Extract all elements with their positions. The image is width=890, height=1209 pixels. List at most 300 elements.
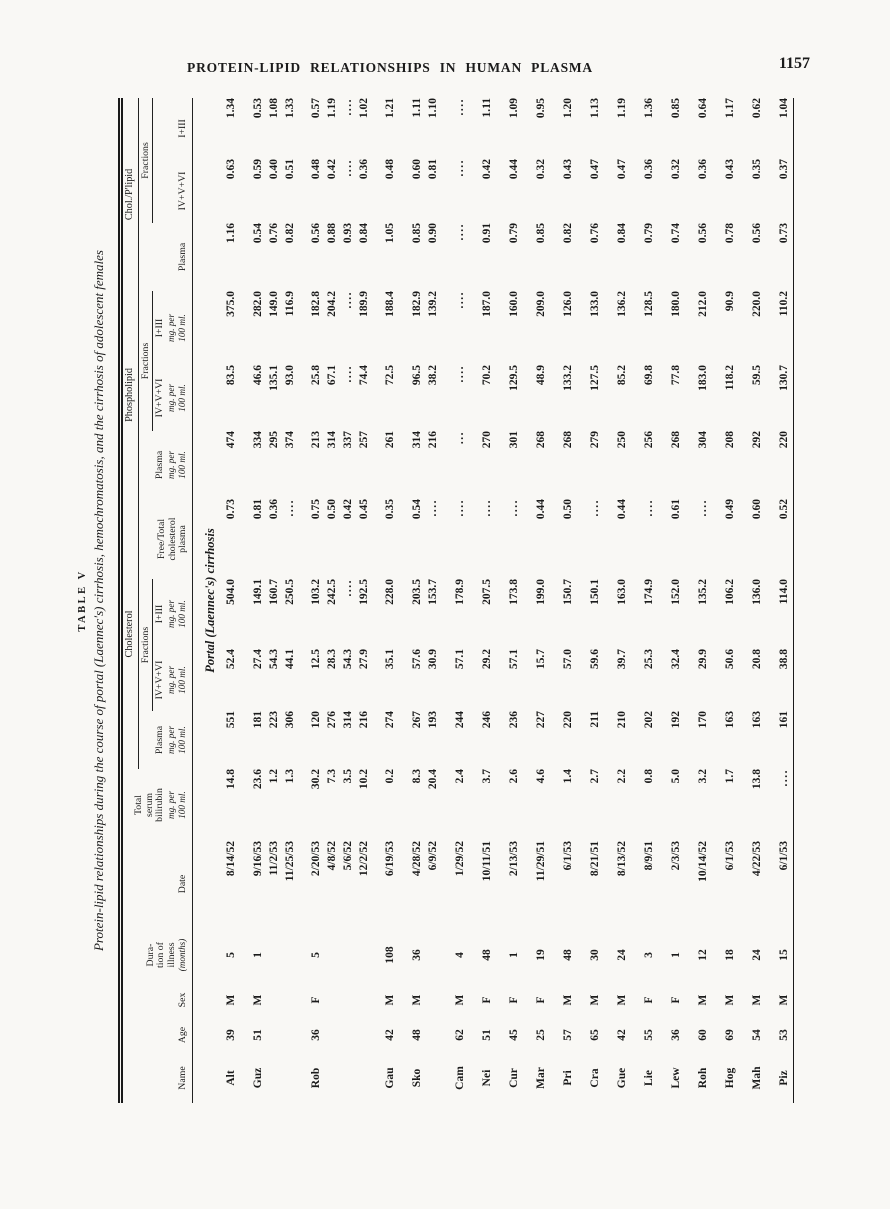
cell-ratio_iv_v_vi: 0.32 — [669, 158, 682, 180]
table-row — [399, 98, 426, 1103]
cell-free_total: 0.49 — [723, 498, 736, 520]
cell-phos_plasma: 220 — [777, 430, 790, 449]
cell-chol_i_iii: 173.8 — [507, 579, 520, 605]
patient-sex: M — [588, 994, 601, 1006]
cell-phos_i_iii: 90.9 — [723, 290, 736, 312]
patient-sex: F — [642, 996, 655, 1004]
cell-ratio_i_iii: .... — [453, 97, 466, 116]
patient-name: Lie — [642, 1070, 655, 1086]
cell-phos_iv_v_vi: 118.2 — [723, 364, 736, 391]
cell-chol_i_iii: 178.9 — [453, 579, 466, 605]
cell-chol_plasma: 220 — [561, 711, 574, 729]
cell-date: 4/8/52 — [326, 841, 339, 871]
cell-ratio_iv_v_vi: 0.36 — [696, 158, 709, 180]
cell-date: 6/19/53 — [384, 841, 397, 877]
cell-bilirubin: 2.7 — [588, 769, 601, 784]
table-row — [766, 98, 794, 1103]
cell-bilirubin: 3.7 — [480, 769, 493, 784]
cell-ratio_iv_v_vi: 0.63 — [225, 158, 238, 180]
cell-phos_iv_v_vi: 93.0 — [283, 364, 296, 386]
cell-ratio_plasma: 0.78 — [723, 222, 736, 244]
col-header-name: Name — [121, 1053, 193, 1103]
cell-chol_iv_v_vi: 32.4 — [669, 649, 682, 670]
table-row — [298, 98, 325, 1103]
illness-duration: 18 — [723, 949, 736, 961]
cell-chol_i_iii: 152.0 — [669, 579, 682, 605]
table-row — [739, 98, 766, 1103]
cell-ratio_plasma: 0.84 — [357, 222, 370, 244]
cell-ratio_plasma: 0.79 — [507, 222, 520, 244]
free-total-line: Free/Total — [156, 518, 167, 560]
units: 100 ml. — [177, 600, 187, 628]
cell-chol_iv_v_vi: 44.1 — [283, 649, 296, 670]
cell-chol_iv_v_vi: 30.9 — [427, 649, 440, 670]
table-row — [372, 98, 399, 1103]
cell-chol_i_iii: 228.0 — [384, 579, 397, 605]
cell-chol_iv_v_vi: 35.1 — [384, 649, 397, 670]
cell-ratio_iv_v_vi: 0.36 — [357, 158, 370, 180]
units: 100 ml. — [177, 314, 187, 342]
cell-ratio_i_iii: 0.95 — [534, 97, 547, 119]
cell-phos_plasma: 304 — [696, 430, 709, 449]
col-header-ratio-f1: IV+V+VI — [153, 159, 193, 223]
cell-free_total: .... — [588, 498, 601, 517]
cell-chol_iv_v_vi: 15.7 — [534, 649, 547, 670]
col-header-chol-f1 — [153, 649, 193, 711]
cell-chol_plasma: 223 — [268, 711, 281, 729]
patient-age: 48 — [411, 1029, 424, 1041]
cell-chol_plasma: 236 — [507, 711, 520, 729]
cell-ratio_plasma: 0.73 — [777, 222, 790, 244]
cell-ratio_i_iii: 1.21 — [384, 97, 397, 119]
cell-phos_plasma: 270 — [480, 430, 493, 449]
cell-phos_iv_v_vi: 129.5 — [507, 364, 520, 391]
cell-chol_iv_v_vi: 39.7 — [615, 649, 628, 670]
cell-ratio_iv_v_vi: 0.35 — [750, 158, 763, 180]
cell-free_total: 0.52 — [777, 498, 790, 520]
cell-phos_iv_v_vi: 135.1 — [268, 364, 281, 391]
cell-phos_iv_v_vi: 25.8 — [310, 364, 323, 386]
cell-chol_plasma: 216 — [357, 711, 370, 729]
cell-chol_plasma: 210 — [615, 711, 628, 729]
table-row — [496, 98, 523, 1103]
cell-ratio_iv_v_vi: 0.42 — [480, 158, 493, 180]
cell-phos_plasma: 268 — [669, 430, 682, 449]
cell-free_total: 0.45 — [357, 498, 370, 520]
cell-chol_i_iii: .... — [342, 579, 355, 597]
cell-free_total: 0.42 — [342, 498, 355, 520]
units: 100 ml. — [177, 384, 187, 412]
cell-ratio_i_iii: 1.20 — [561, 97, 574, 119]
cell-chol_iv_v_vi: 12.5 — [310, 649, 323, 670]
cell-phos_iv_v_vi: 77.8 — [669, 364, 682, 386]
cell-ratio_i_iii: 0.85 — [669, 97, 682, 119]
cell-ratio_iv_v_vi: 0.47 — [588, 158, 601, 180]
cell-ratio_plasma: 0.76 — [588, 222, 601, 244]
cell-ratio_i_iii: 1.11 — [480, 97, 493, 118]
cell-free_total: 0.44 — [615, 498, 628, 520]
col-header-ratio-f2: I+III — [153, 98, 193, 159]
cell-ratio_plasma: 0.88 — [326, 222, 339, 244]
cell-phos_i_iii: 212.0 — [696, 290, 709, 317]
cell-chol_plasma: 181 — [252, 711, 265, 729]
cell-phos_plasma: 268 — [534, 430, 547, 449]
cell-bilirubin: 30.2 — [310, 769, 323, 790]
cell-ratio_i_iii: 0.57 — [310, 97, 323, 119]
cell-phos_i_iii: 282.0 — [252, 290, 265, 317]
patient-age: 65 — [588, 1029, 601, 1041]
patient-age: 42 — [384, 1029, 397, 1041]
cell-chol_i_iii: 203.5 — [411, 579, 424, 605]
cell-chol_i_iii: 242.5 — [326, 579, 339, 605]
col-header-free-total — [138, 499, 192, 579]
cell-chol_i_iii: 192.5 — [357, 579, 370, 605]
cell-phos_i_iii: 126.0 — [561, 290, 574, 317]
cell-ratio_plasma: 0.54 — [252, 222, 265, 244]
units: mg. per — [165, 313, 176, 342]
cell-chol_i_iii: 153.7 — [427, 579, 440, 605]
patient-name: Roh — [696, 1067, 709, 1089]
cell-date: 5/6/52 — [342, 841, 355, 871]
patient-sex: F — [669, 996, 682, 1004]
cell-phos_iv_v_vi: 48.9 — [534, 364, 547, 386]
units: 100 ml. — [177, 726, 187, 754]
cell-chol_iv_v_vi: 29.9 — [696, 649, 709, 670]
cell-free_total: 0.60 — [750, 498, 763, 520]
bilirubin-units: mg. per — [165, 790, 176, 820]
cell-phos_plasma: 314 — [411, 430, 424, 449]
cell-chol_i_iii: 149.1 — [252, 579, 265, 605]
cell-ratio_i_iii: 1.09 — [507, 97, 520, 119]
group-header-phospholipid: Phospholipid — [121, 291, 139, 499]
patient-name: Mar — [534, 1067, 547, 1089]
patient-name: Sko — [411, 1068, 424, 1088]
cell-chol_i_iii: 106.2 — [723, 579, 736, 605]
patient-sex: F — [310, 996, 323, 1004]
cell-chol_iv_v_vi: 50.6 — [723, 649, 736, 670]
patient-sex: M — [453, 994, 466, 1006]
cell-ratio_i_iii: 0.62 — [750, 97, 763, 119]
patient-age: 60 — [696, 1029, 709, 1041]
patient-sex: M — [696, 994, 709, 1006]
cell-ratio_plasma: 1.16 — [225, 222, 238, 244]
cell-ratio_plasma: 0.56 — [696, 222, 709, 244]
illness-duration: 12 — [696, 949, 709, 961]
cell-chol_plasma: 161 — [777, 711, 790, 729]
patient-name: Alt — [225, 1070, 238, 1086]
col-header-sex: Sex — [121, 983, 193, 1017]
table-header — [121, 98, 193, 1103]
cell-ratio_plasma: 1.05 — [384, 222, 397, 244]
patient-sex: F — [480, 996, 493, 1004]
cell-phos_iv_v_vi: 127.5 — [588, 364, 601, 391]
table-row — [631, 98, 658, 1103]
cell-chol_iv_v_vi: 28.3 — [326, 649, 339, 670]
cell-chol_iv_v_vi: 20.8 — [750, 649, 763, 670]
cell-phos_i_iii: 209.0 — [534, 290, 547, 317]
units: 100 ml. — [177, 451, 187, 479]
cell-phos_iv_v_vi: 46.6 — [252, 364, 265, 386]
cell-phos_plasma: 295 — [268, 430, 281, 449]
patient-age: 51 — [480, 1029, 493, 1041]
patient-age: 39 — [225, 1029, 238, 1041]
cell-ratio_plasma: 0.85 — [534, 222, 547, 244]
cell-phos_i_iii: 180.0 — [669, 290, 682, 317]
cell-phos_plasma: 257 — [357, 430, 370, 449]
cell-ratio_iv_v_vi: 0.48 — [310, 158, 323, 180]
cell-free_total: 0.36 — [268, 498, 281, 520]
cell-ratio_iv_v_vi: .... — [453, 158, 466, 177]
patient-name: Cur — [507, 1068, 520, 1088]
duration-units: (months) — [177, 938, 187, 972]
cell-phos_plasma: 292 — [750, 430, 763, 449]
cell-phos_iv_v_vi: 59.5 — [750, 364, 763, 386]
illness-duration: 1 — [669, 952, 682, 958]
cell-chol_plasma: 246 — [480, 711, 493, 729]
cell-ratio_iv_v_vi: 0.37 — [777, 158, 790, 180]
cell-bilirubin: 1.2 — [268, 769, 281, 784]
fraction-label: I+III — [154, 604, 165, 624]
cell-ratio_i_iii: 1.11 — [411, 97, 424, 118]
cell-phos_iv_v_vi: .... — [342, 364, 355, 383]
cell-ratio_i_iii: 0.53 — [252, 97, 265, 119]
cell-phos_plasma: 213 — [310, 430, 323, 449]
cell-phos_i_iii: 160.0 — [507, 290, 520, 317]
patient-sex: M — [723, 994, 736, 1006]
cell-bilirubin: 3.5 — [342, 769, 355, 784]
table-row — [523, 98, 550, 1103]
patient-name: Cam — [453, 1066, 466, 1090]
cell-date: 8/14/52 — [225, 841, 238, 877]
plasma-label: Plasma — [154, 450, 165, 480]
cell-date: 10/14/52 — [696, 841, 709, 882]
subgroup-header-chol-fractions: Fractions — [138, 579, 153, 711]
cell-chol_plasma: 170 — [696, 711, 709, 729]
table-row — [218, 98, 240, 1103]
cell-date: 2/3/53 — [669, 841, 682, 871]
col-header-duration — [121, 927, 193, 983]
cell-chol_iv_v_vi: 25.3 — [642, 649, 655, 670]
bilirubin-line: Total — [133, 795, 144, 815]
cell-phos_plasma: 261 — [384, 430, 397, 449]
cell-chol_plasma: 314 — [342, 711, 355, 729]
cell-date: 11/29/51 — [534, 841, 547, 882]
cell-ratio_i_iii: 1.33 — [283, 97, 296, 119]
cell-date: 6/9/52 — [427, 841, 440, 871]
cell-ratio_i_iii: 1.13 — [588, 97, 601, 119]
col-header-chol-plasma — [138, 711, 192, 769]
cell-phos_plasma: 208 — [723, 430, 736, 449]
patient-age: 45 — [507, 1029, 520, 1041]
cell-date: 6/1/53 — [723, 841, 736, 871]
cell-chol_iv_v_vi: 27.9 — [357, 649, 370, 670]
cell-free_total: 0.61 — [669, 498, 682, 520]
patient-name: Hog — [723, 1067, 736, 1089]
cell-chol_plasma: 192 — [669, 711, 682, 729]
patient-name: Cra — [588, 1068, 601, 1088]
cell-ratio_iv_v_vi: 0.42 — [326, 158, 339, 180]
cell-date: 2/20/53 — [310, 841, 323, 877]
illness-duration: 15 — [777, 949, 790, 961]
cell-phos_plasma: 301 — [507, 430, 520, 449]
cell-ratio_iv_v_vi: 0.47 — [615, 158, 628, 180]
cell-phos_i_iii: 139.2 — [427, 290, 440, 317]
cell-chol_i_iii: 504.0 — [225, 579, 238, 605]
cell-date: 1/29/52 — [453, 841, 466, 877]
section-heading: Portal (Laennec's) cirrhosis — [202, 528, 217, 673]
cell-ratio_iv_v_vi: .... — [342, 158, 355, 177]
cell-date: 9/16/53 — [252, 841, 265, 877]
fraction-label: I+III — [154, 318, 165, 338]
patient-age: 42 — [615, 1029, 628, 1041]
cell-chol_iv_v_vi: 27.4 — [252, 649, 265, 670]
patient-age: 53 — [777, 1029, 790, 1041]
patient-name: Pri — [561, 1070, 574, 1086]
cell-free_total: 0.50 — [326, 498, 339, 520]
patient-sex: M — [411, 994, 424, 1006]
cell-phos_plasma: 314 — [326, 430, 339, 449]
illness-duration: 4 — [453, 952, 466, 958]
cell-chol_plasma: 244 — [453, 711, 466, 729]
cell-chol_plasma: 202 — [642, 711, 655, 729]
illness-duration: 3 — [642, 952, 655, 958]
cell-phos_iv_v_vi: 69.8 — [642, 364, 655, 386]
patient-name: Rob — [310, 1067, 323, 1089]
cell-bilirubin: 23.6 — [252, 769, 265, 790]
cell-chol_iv_v_vi: 59.6 — [588, 649, 601, 670]
table-row — [712, 98, 739, 1103]
cell-ratio_i_iii: 1.36 — [642, 97, 655, 119]
patient-age: 36 — [310, 1029, 323, 1041]
cell-date: 6/1/53 — [777, 841, 790, 871]
free-total-line: cholesterol — [166, 517, 178, 561]
col-header-phos-plasma — [138, 431, 192, 499]
cell-ratio_plasma: .... — [453, 222, 466, 241]
cell-chol_iv_v_vi: 54.3 — [342, 649, 355, 670]
col-header-chol-f2 — [153, 579, 193, 649]
cell-chol_iv_v_vi: 57.6 — [411, 649, 424, 670]
patient-name: Gue — [615, 1067, 628, 1089]
group-header-chol-plipid: Chol./P'lipid — [121, 98, 139, 291]
cell-ratio_i_iii: 1.10 — [427, 97, 440, 119]
cell-free_total: 0.81 — [252, 498, 265, 520]
cell-ratio_plasma: 0.56 — [750, 222, 763, 244]
cell-free_total: 0.35 — [384, 498, 397, 520]
cell-phos_plasma: 334 — [252, 430, 265, 449]
table-title: Protein-lipid relationships during the course of portal (Laennec's) cirrhosis, hemochromatosis, and the cirrhosis of adolescent females — [91, 250, 106, 952]
patient-sex: M — [750, 994, 763, 1006]
running-head: PROTEIN-LIPID RELATIONSHIPS IN HUMAN PLASMA — [187, 60, 593, 75]
cell-bilirubin: 2.4 — [453, 769, 466, 784]
group-header-cholesterol: Cholesterol — [121, 499, 139, 769]
cell-chol_plasma: 120 — [310, 711, 323, 729]
cell-free_total: 0.50 — [561, 498, 574, 520]
cell-phos_i_iii: 136.2 — [615, 290, 628, 317]
patient-age: 36 — [669, 1029, 682, 1041]
cell-ratio_iv_v_vi: 0.40 — [268, 158, 281, 180]
cell-phos_i_iii: .... — [342, 290, 355, 309]
bilirubin-line: bilirubin — [154, 788, 165, 822]
cell-phos_iv_v_vi: .... — [453, 364, 466, 383]
cell-chol_plasma: 163 — [750, 711, 763, 729]
patient-sex: M — [384, 994, 397, 1006]
cell-chol_iv_v_vi: 54.3 — [268, 649, 281, 670]
cell-ratio_iv_v_vi: 0.51 — [283, 158, 296, 180]
cell-phos_i_iii: 182.8 — [310, 290, 323, 317]
illness-duration: 1 — [252, 952, 265, 958]
cell-chol_plasma: 211 — [588, 711, 601, 728]
cell-chol_plasma: 551 — [225, 711, 238, 729]
cell-phos_plasma: ... — [453, 430, 466, 445]
patient-age: 62 — [453, 1029, 466, 1041]
cell-phos_i_iii: 128.5 — [642, 290, 655, 317]
cell-free_total: 0.75 — [310, 498, 323, 520]
cell-bilirubin: 20.4 — [427, 769, 440, 790]
bilirubin-line: serum — [143, 793, 155, 817]
cell-phos_iv_v_vi: 72.5 — [384, 364, 397, 386]
table-body — [192, 98, 794, 1103]
cell-chol_plasma: 276 — [326, 711, 339, 729]
patient-sex: M — [561, 994, 574, 1006]
table-row — [469, 98, 496, 1103]
cell-phos_i_iii: .... — [453, 290, 466, 309]
cell-free_total: .... — [642, 498, 655, 517]
cell-ratio_iv_v_vi: 0.81 — [427, 158, 440, 180]
patient-age: 69 — [723, 1029, 736, 1041]
illness-duration: 5 — [225, 952, 238, 958]
cell-ratio_iv_v_vi: 0.59 — [252, 158, 265, 180]
cell-phos_i_iii: 116.9 — [283, 290, 296, 317]
units: mg. per — [165, 725, 176, 755]
cell-bilirubin: 0.8 — [642, 769, 655, 784]
free-total-line: plasma — [177, 525, 188, 553]
cell-free_total: .... — [507, 498, 520, 517]
cell-bilirubin: .... — [777, 769, 790, 787]
page-number: 1157 — [778, 55, 810, 72]
bilirubin-units: 100 ml. — [177, 791, 187, 819]
cell-ratio_i_iii: 1.19 — [326, 97, 339, 119]
cell-date: 6/1/53 — [561, 841, 574, 871]
duration-line: illness — [165, 942, 177, 968]
cell-phos_plasma: 337 — [342, 430, 355, 449]
cell-phos_plasma: 250 — [615, 430, 628, 449]
cell-chol_iv_v_vi: 38.8 — [777, 649, 790, 670]
cell-chol_i_iii: 250.5 — [283, 579, 296, 605]
col-header-date: Date — [121, 841, 193, 927]
cell-ratio_plasma: 0.93 — [342, 222, 355, 244]
cell-date: 4/22/53 — [750, 841, 763, 877]
cell-bilirubin: 2.2 — [615, 769, 628, 784]
cell-date: 10/11/51 — [480, 841, 493, 882]
cell-chol_iv_v_vi: 57.1 — [507, 649, 520, 670]
col-header-age: Age — [121, 1017, 193, 1053]
cell-ratio_i_iii: 1.19 — [615, 97, 628, 119]
table-row — [240, 98, 267, 1103]
patient-age: 54 — [750, 1029, 763, 1041]
patient-name: Nei — [480, 1069, 493, 1087]
cell-bilirubin: 1.3 — [283, 769, 296, 784]
cell-free_total: 0.73 — [225, 498, 238, 520]
cell-free_total: 0.54 — [411, 498, 424, 520]
cell-phos_i_iii: 375.0 — [225, 290, 238, 317]
cell-chol_i_iii: 135.2 — [696, 579, 709, 605]
cell-phos_iv_v_vi: 133.2 — [561, 364, 574, 391]
cell-phos_iv_v_vi: 67.1 — [326, 364, 339, 386]
col-header-phos-f2 — [153, 291, 193, 365]
illness-duration: 48 — [561, 949, 574, 961]
cell-chol_plasma: 163 — [723, 711, 736, 729]
illness-duration: 24 — [750, 949, 763, 961]
